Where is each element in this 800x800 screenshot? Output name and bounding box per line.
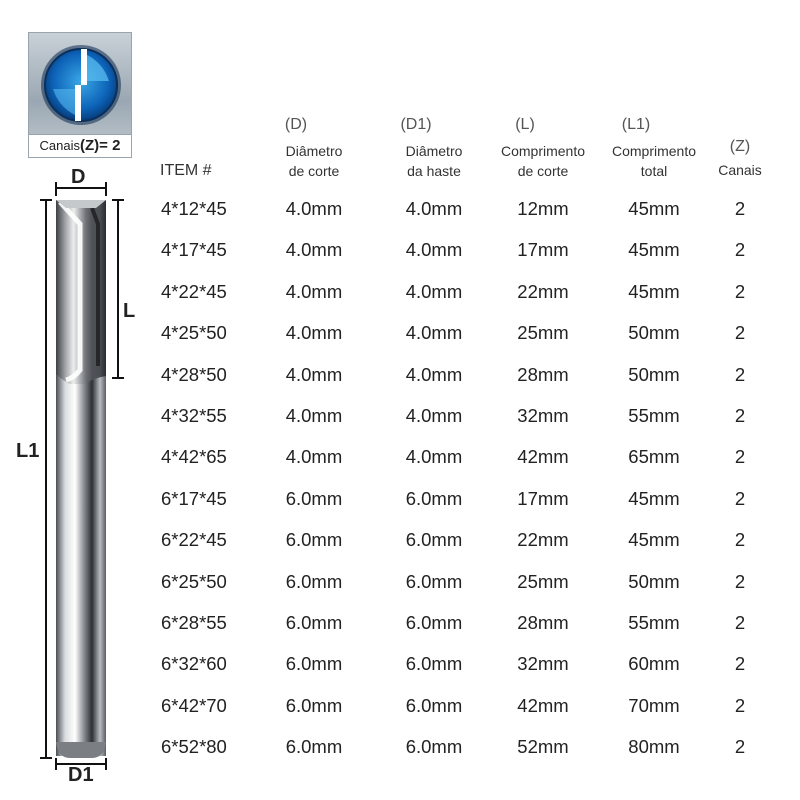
column-header <box>700 160 780 180</box>
column-header <box>374 141 494 181</box>
table-cell: 17mm <box>517 488 569 509</box>
cross-section-icon <box>29 33 133 137</box>
table-cell: 2 <box>734 529 746 550</box>
item-code-cell: 6*22*45 <box>161 529 227 550</box>
dim-d-label: D <box>71 166 86 188</box>
table-cell: 32mm <box>517 653 569 674</box>
table-cell: 2 <box>734 281 746 302</box>
item-code-cell: 4*42*65 <box>161 446 227 467</box>
table-cell: 6.0mm <box>285 695 343 716</box>
column-header-line1: Comprimento <box>611 143 697 159</box>
item-code-cell: 4*25*50 <box>161 322 227 343</box>
table-cell: 28mm <box>517 364 569 385</box>
table-cell: 2 <box>734 364 746 385</box>
table-cell: 6.0mm <box>405 488 463 509</box>
table-cell: 50mm <box>628 322 680 343</box>
table-cell: 52mm <box>517 736 569 757</box>
table-cell: 6.0mm <box>405 529 463 550</box>
table-cell: 80mm <box>628 736 680 757</box>
column-header-line1: Comprimento <box>500 143 586 159</box>
column-header-line1: Diâmetro <box>405 143 463 159</box>
table-cell: 32mm <box>517 405 569 426</box>
table-cell: 2 <box>734 571 746 592</box>
column-symbol: (L1) <box>621 116 651 133</box>
table-cell: 2 <box>734 239 746 260</box>
table-cell: 2 <box>734 488 746 509</box>
column-header-line2: de corte <box>288 163 340 179</box>
badge-caption-prefix: Canais <box>39 138 81 153</box>
table-cell: 4.0mm <box>285 446 343 467</box>
table-cell: 4.0mm <box>405 446 463 467</box>
table-cell: 6.0mm <box>405 736 463 757</box>
flute-cross-section-badge <box>28 32 132 158</box>
table-cell: 6.0mm <box>405 653 463 674</box>
table-cell: 6.0mm <box>405 612 463 633</box>
column-symbol: (L) <box>515 116 535 133</box>
table-cell: 6.0mm <box>285 529 343 550</box>
badge-caption-value: = 2 <box>99 137 121 154</box>
table-cell: 4.0mm <box>405 198 463 219</box>
column-symbol: (D) <box>284 116 308 133</box>
table-cell: 4.0mm <box>285 239 343 260</box>
table-cell: 55mm <box>628 612 680 633</box>
table-cell: 2 <box>734 653 746 674</box>
table-cell: 42mm <box>517 695 569 716</box>
table-cell: 25mm <box>517 571 569 592</box>
table-cell: 4.0mm <box>285 198 343 219</box>
table-cell: 4.0mm <box>285 281 343 302</box>
item-code-cell: 4*22*45 <box>161 281 227 302</box>
table-cell: 42mm <box>517 446 569 467</box>
router-bit-diagram <box>0 180 160 800</box>
table-cell: 4.0mm <box>285 364 343 385</box>
table-cell: 4.0mm <box>405 322 463 343</box>
table-cell: 2 <box>734 405 746 426</box>
item-code-cell: 6*52*80 <box>161 736 227 757</box>
table-cell: 25mm <box>517 322 569 343</box>
badge-caption-symbol: (Z) <box>80 137 100 154</box>
table-cell: 4.0mm <box>285 322 343 343</box>
column-header <box>594 141 714 181</box>
column-symbol: (D1) <box>400 116 432 133</box>
table-cell: 65mm <box>628 446 680 467</box>
table-cell: 6.0mm <box>405 571 463 592</box>
column-header-line2: total <box>640 163 668 179</box>
column-symbol: (Z) <box>729 138 751 155</box>
table-cell: 22mm <box>517 529 569 550</box>
item-code-cell: 6*25*50 <box>161 571 227 592</box>
bit-bottom-chamfer <box>56 742 106 758</box>
table-cell: 45mm <box>628 529 680 550</box>
table-cell: 12mm <box>517 198 569 219</box>
column-header <box>483 141 603 181</box>
table-cell: 6.0mm <box>405 695 463 716</box>
dim-l1-label: L1 <box>16 440 40 462</box>
table-cell: 50mm <box>628 364 680 385</box>
column-header-line1: Diâmetro <box>285 143 343 159</box>
table-cell: 4.0mm <box>405 405 463 426</box>
item-code-cell: 4*17*45 <box>161 239 227 260</box>
column-header <box>254 141 374 181</box>
column-header-line2: de corte <box>517 163 569 179</box>
table-cell: 28mm <box>517 612 569 633</box>
item-code-cell: 4*28*50 <box>161 364 227 385</box>
item-code-cell: 6*32*60 <box>161 653 227 674</box>
table-cell: 45mm <box>628 488 680 509</box>
item-code-cell: 6*17*45 <box>161 488 227 509</box>
table-cell: 45mm <box>628 281 680 302</box>
item-column-header: ITEM # <box>160 162 212 179</box>
table-cell: 6.0mm <box>285 571 343 592</box>
badge-caption <box>29 134 131 157</box>
column-header-line1: Canais <box>718 162 762 178</box>
table-cell: 6.0mm <box>285 488 343 509</box>
table-cell: 17mm <box>517 239 569 260</box>
item-code-cell: 6*42*70 <box>161 695 227 716</box>
item-code-cell: 4*32*55 <box>161 405 227 426</box>
table-cell: 6.0mm <box>285 653 343 674</box>
table-cell: 45mm <box>628 198 680 219</box>
table-cell: 55mm <box>628 405 680 426</box>
table-cell: 2 <box>734 446 746 467</box>
table-cell: 4.0mm <box>405 239 463 260</box>
table-cell: 2 <box>734 612 746 633</box>
table-cell: 6.0mm <box>285 736 343 757</box>
dim-d1-label: D1 <box>68 764 94 786</box>
table-cell: 2 <box>734 695 746 716</box>
table-cell: 70mm <box>628 695 680 716</box>
dim-l-label: L <box>123 300 136 322</box>
item-code-cell: 6*28*55 <box>161 612 227 633</box>
table-cell: 4.0mm <box>405 281 463 302</box>
table-cell: 60mm <box>628 653 680 674</box>
table-cell: 4.0mm <box>405 364 463 385</box>
table-cell: 2 <box>734 198 746 219</box>
table-cell: 6.0mm <box>285 612 343 633</box>
table-cell: 50mm <box>628 571 680 592</box>
table-cell: 22mm <box>517 281 569 302</box>
item-code-cell: 4*12*45 <box>161 198 227 219</box>
column-header-line2: da haste <box>407 163 461 179</box>
table-cell: 4.0mm <box>285 405 343 426</box>
table-cell: 2 <box>734 736 746 757</box>
table-cell: 2 <box>734 322 746 343</box>
table-cell: 45mm <box>628 239 680 260</box>
